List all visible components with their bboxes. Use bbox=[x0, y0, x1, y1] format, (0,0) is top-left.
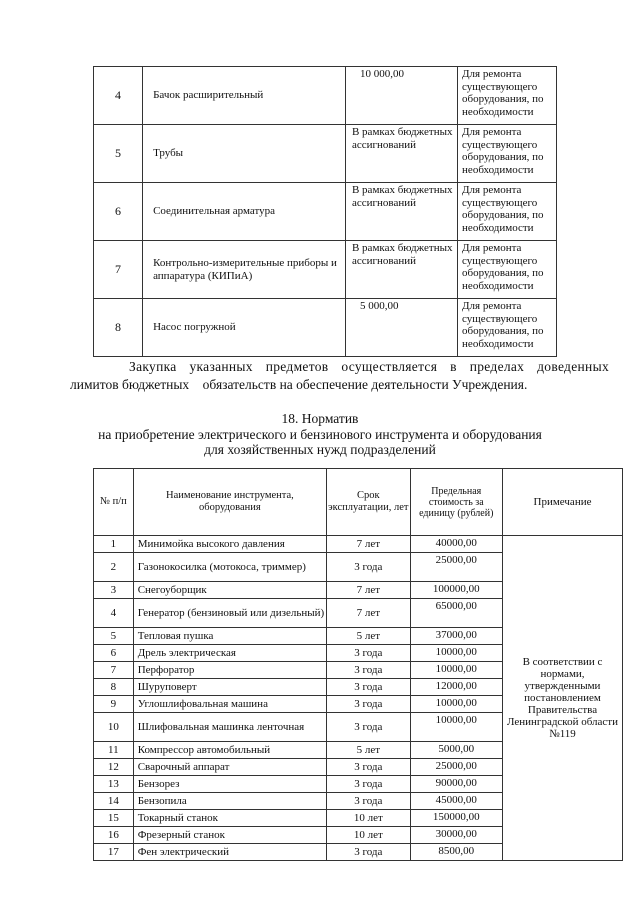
tool-name: Бензорез bbox=[133, 776, 326, 793]
tool-name: Дрель электрическая bbox=[133, 645, 326, 662]
row-number: 10 bbox=[94, 713, 134, 742]
tool-price: 8500,00 bbox=[410, 844, 502, 861]
item-note: Для ремонта существующего оборудования, по необходимости bbox=[458, 125, 557, 183]
note-cell: В соответствии с нормами, утвержденными постановлением Правительства Ленинградской области №119 bbox=[503, 536, 623, 861]
tool-name: Сварочный аппарат bbox=[133, 759, 326, 776]
tool-term: 7 лет bbox=[327, 599, 410, 628]
tool-price: 25000,00 bbox=[410, 553, 502, 582]
section-subtitle-line1: на приобретение электрического и бензинового инструмента и оборудования bbox=[98, 427, 542, 442]
item-price: В рамках бюджетных ассигнований bbox=[345, 241, 457, 299]
header-number: № п/п bbox=[94, 469, 134, 536]
row-number: 4 bbox=[94, 599, 134, 628]
item-note: Для ремонта существующего оборудования, по необходимости bbox=[458, 241, 557, 299]
tool-term: 3 года bbox=[327, 844, 410, 861]
tool-term: 3 года bbox=[327, 696, 410, 713]
tool-price: 45000,00 bbox=[410, 793, 502, 810]
header-note: Примечание bbox=[503, 469, 623, 536]
tool-term: 3 года bbox=[327, 776, 410, 793]
item-name: Контрольно-измерительные приборы и аппаратура (КИПиА) bbox=[143, 241, 346, 299]
tool-price: 10000,00 bbox=[410, 645, 502, 662]
item-price: 10 000,00 bbox=[345, 67, 457, 125]
row-number: 9 bbox=[94, 696, 134, 713]
tool-name: Газонокосилка (мотокоса, триммер) bbox=[133, 553, 326, 582]
item-note: Для ремонта существующего оборудования, по необходимости bbox=[458, 67, 557, 125]
tool-term: 5 лет bbox=[327, 628, 410, 645]
tool-price: 12000,00 bbox=[410, 679, 502, 696]
table-row bbox=[94, 299, 557, 357]
row-number: 8 bbox=[94, 679, 134, 696]
table-row bbox=[94, 183, 557, 241]
row-number: 7 bbox=[94, 241, 143, 299]
table-row bbox=[94, 125, 557, 183]
tool-price: 90000,00 bbox=[410, 776, 502, 793]
row-number: 8 bbox=[94, 299, 143, 357]
tool-name: Углошлифовальная машина bbox=[133, 696, 326, 713]
row-number: 17 bbox=[94, 844, 134, 861]
tool-term: 5 лет bbox=[327, 742, 410, 759]
row-number: 15 bbox=[94, 810, 134, 827]
table-row bbox=[94, 241, 557, 299]
row-number: 6 bbox=[94, 183, 143, 241]
item-price: В рамках бюджетных ассигнований bbox=[345, 183, 457, 241]
tool-name: Минимойка высокого давления bbox=[133, 536, 326, 553]
header-name: Наименование инструмента, оборудования bbox=[133, 469, 326, 536]
tool-price: 30000,00 bbox=[410, 827, 502, 844]
row-number: 2 bbox=[94, 553, 134, 582]
tool-name: Токарный станок bbox=[133, 810, 326, 827]
tool-price: 10000,00 bbox=[410, 662, 502, 679]
tool-term: 3 года bbox=[327, 759, 410, 776]
item-note: Для ремонта существующего оборудования, по необходимости bbox=[458, 299, 557, 357]
item-name: Соединительная арматура bbox=[143, 183, 346, 241]
row-number: 1 bbox=[94, 536, 134, 553]
procurement-paragraph-line1: Закупка указанных предметов осуществляется в пределах доведенных bbox=[129, 359, 609, 374]
tool-term: 10 лет bbox=[327, 827, 410, 844]
tool-name: Фрезерный станок bbox=[133, 827, 326, 844]
row-number: 5 bbox=[94, 125, 143, 183]
tool-term: 10 лет bbox=[327, 810, 410, 827]
item-name: Насос погружной bbox=[143, 299, 346, 357]
row-number: 7 bbox=[94, 662, 134, 679]
item-name: Бачок расширительный bbox=[143, 67, 346, 125]
tool-price: 25000,00 bbox=[410, 759, 502, 776]
tool-term: 3 года bbox=[327, 662, 410, 679]
row-number: 11 bbox=[94, 742, 134, 759]
item-name: Трубы bbox=[143, 125, 346, 183]
table-row bbox=[94, 536, 623, 553]
tool-term: 3 года bbox=[327, 713, 410, 742]
row-number: 5 bbox=[94, 628, 134, 645]
tool-price: 65000,00 bbox=[410, 599, 502, 628]
tool-name: Фен электрический bbox=[133, 844, 326, 861]
equipment-repair-table bbox=[93, 66, 557, 357]
row-number: 16 bbox=[94, 827, 134, 844]
row-number: 6 bbox=[94, 645, 134, 662]
tool-price: 37000,00 bbox=[410, 628, 502, 645]
header-term: Срок эксплуатации, лет bbox=[327, 469, 410, 536]
tool-term: 3 года bbox=[327, 793, 410, 810]
item-price: 5 000,00 bbox=[345, 299, 457, 357]
tool-name: Тепловая пушка bbox=[133, 628, 326, 645]
tool-name: Бензопила bbox=[133, 793, 326, 810]
tool-name: Генератор (бензиновый или дизельный) bbox=[133, 599, 326, 628]
row-number: 12 bbox=[94, 759, 134, 776]
tool-name: Снегоуборщик bbox=[133, 582, 326, 599]
tool-name: Шуруповерт bbox=[133, 679, 326, 696]
tool-price: 10000,00 bbox=[410, 696, 502, 713]
tool-term: 3 года bbox=[327, 679, 410, 696]
row-number: 3 bbox=[94, 582, 134, 599]
tool-price: 100000,00 bbox=[410, 582, 502, 599]
header-price: Предельная стоимость за единицу (рублей) bbox=[410, 469, 502, 536]
table-header-row bbox=[94, 469, 623, 536]
tool-name: Компрессор автомобильный bbox=[133, 742, 326, 759]
procurement-paragraph-line2: лимитов бюджетных обязательств на обеспечение деятельности Учреждения. bbox=[70, 377, 528, 392]
section-title: 18. Норматив bbox=[281, 411, 359, 426]
tool-price: 40000,00 bbox=[410, 536, 502, 553]
tool-name: Шлифовальная машинка ленточная bbox=[133, 713, 326, 742]
tools-norm-table bbox=[93, 468, 623, 861]
tool-name: Перфоратор bbox=[133, 662, 326, 679]
item-price: В рамках бюджетных ассигнований bbox=[345, 125, 457, 183]
tool-price: 150000,00 bbox=[410, 810, 502, 827]
row-number: 14 bbox=[94, 793, 134, 810]
tool-term: 7 лет bbox=[327, 582, 410, 599]
section-subtitle-line2: для хозяйственных нужд подразделений bbox=[204, 442, 436, 457]
tool-price: 10000,00 bbox=[410, 713, 502, 742]
table-row bbox=[94, 67, 557, 125]
row-number: 4 bbox=[94, 67, 143, 125]
item-note: Для ремонта существующего оборудования, по необходимости bbox=[458, 183, 557, 241]
tool-term: 3 года bbox=[327, 645, 410, 662]
tool-price: 5000,00 bbox=[410, 742, 502, 759]
row-number: 13 bbox=[94, 776, 134, 793]
tool-term: 3 года bbox=[327, 553, 410, 582]
tool-term: 7 лет bbox=[327, 536, 410, 553]
